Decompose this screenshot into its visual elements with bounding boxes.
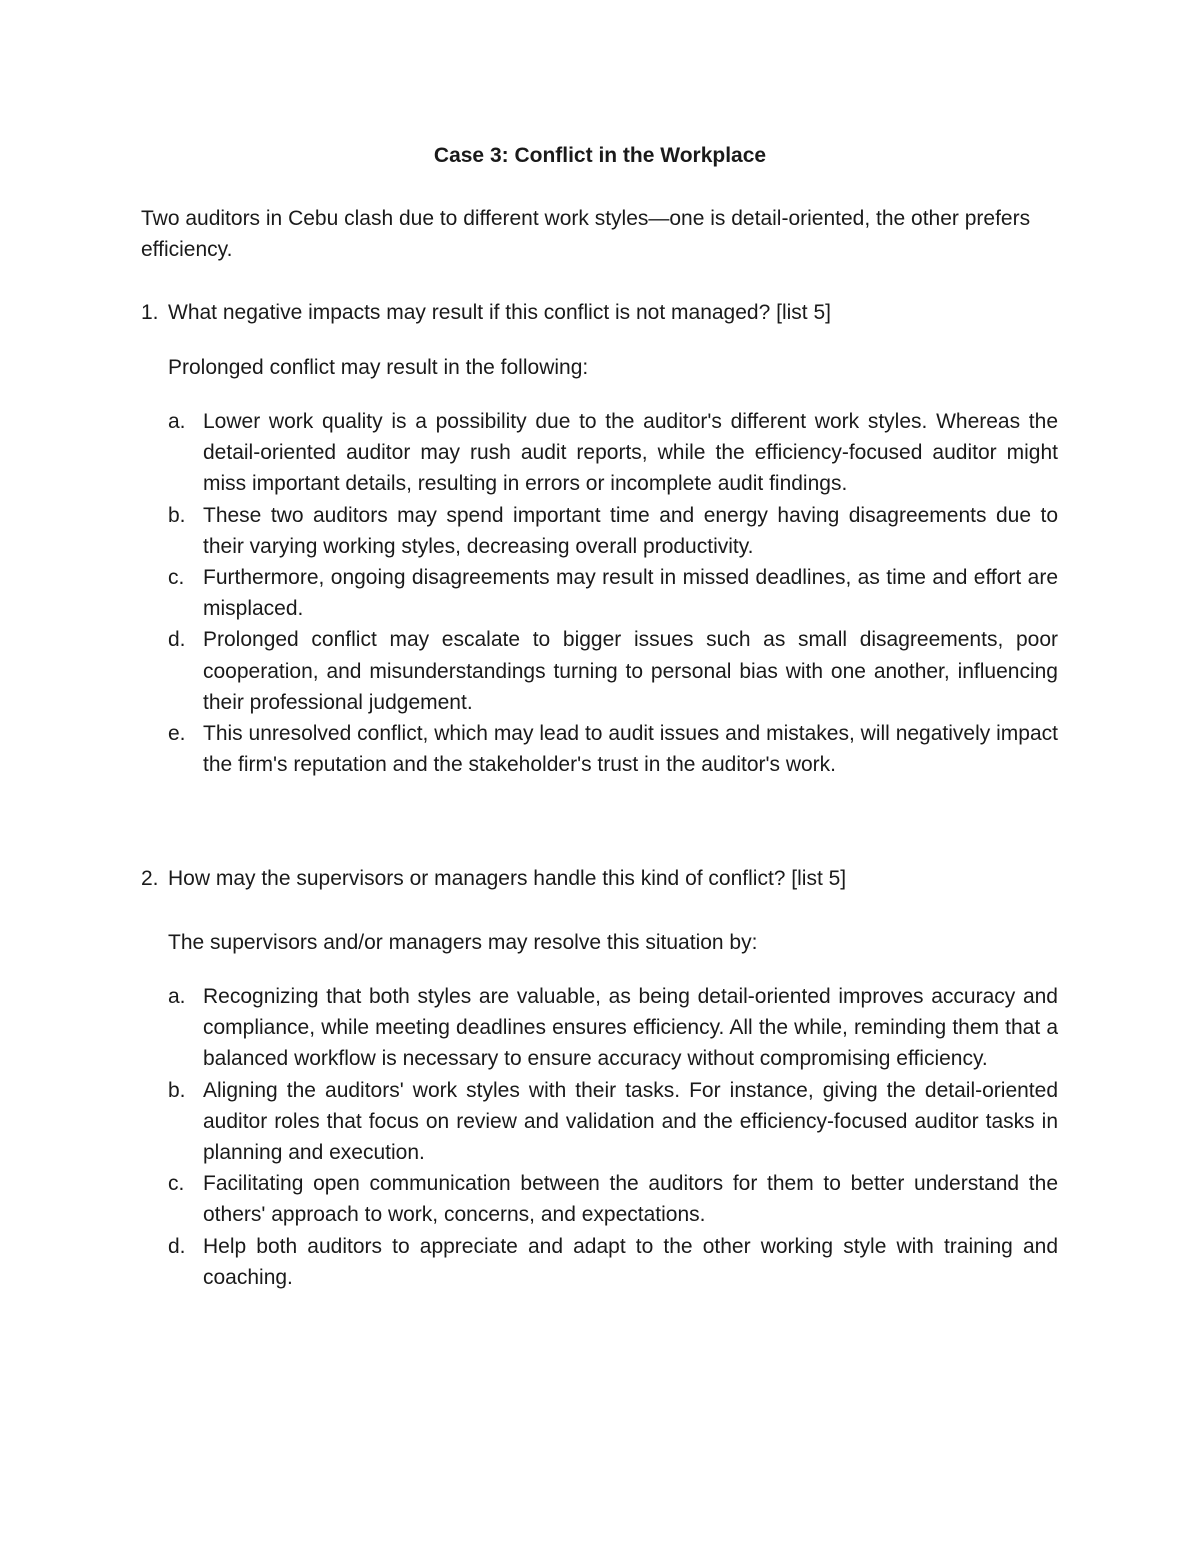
list-item-text: Recognizing that both styles are valuable, as being detail-oriented improves accuracy and compliance, while meeting deadlines ensures efficiency. All the while, reminding them that a balanced workflow is necessary to ensure accuracy without compromising efficiency. bbox=[203, 985, 1058, 1071]
case-intro: Two auditors in Cebu clash due to different work styles—one is detail-oriented, the other prefers efficiency. bbox=[141, 207, 1031, 261]
list-item-letter: b. bbox=[168, 1078, 186, 1102]
list-item bbox=[168, 624, 1058, 718]
list-item-text: These two auditors may spend important time and energy having disagreements due to their varying working styles, decreasing overall productivity. bbox=[203, 503, 1058, 558]
answer-list-2 bbox=[168, 981, 1058, 1293]
answer-lead-1: Prolonged conflict may result in the following: bbox=[168, 356, 589, 379]
list-item bbox=[168, 406, 1058, 500]
answer-list-1 bbox=[168, 406, 1058, 780]
list-item-letter: a. bbox=[168, 985, 186, 1008]
document-title: Case 3: Conflict in the Workplace bbox=[433, 144, 767, 167]
list-item-text: Lower work quality is a possibility due to the auditor's different work styles. Whereas the detail-oriented auditor may rush audit reports, while the efficiency-focused auditor might miss important details, resulting in errors or incomplete audit findings. bbox=[203, 410, 1058, 496]
question-text: How may the supervisors or managers handle this kind of conflict? [list 5] bbox=[168, 867, 847, 890]
list-item bbox=[168, 500, 1058, 562]
list-item-text: Help both auditors to appreciate and adapt to the other working style with training and coaching. bbox=[203, 1234, 1058, 1289]
list-item bbox=[168, 1231, 1058, 1293]
list-item bbox=[168, 1168, 1058, 1230]
list-item bbox=[168, 981, 1058, 1075]
question-2 bbox=[141, 863, 1058, 894]
list-item bbox=[168, 718, 1058, 780]
question-1 bbox=[141, 297, 1058, 328]
list-item-text: Furthermore, ongoing disagreements may result in missed deadlines, as time and effort are misplaced. bbox=[203, 566, 1058, 621]
answer-lead-2: The supervisors and/or managers may resolve this situation by: bbox=[168, 931, 758, 954]
list-item-letter: e. bbox=[168, 722, 186, 746]
question-text: What negative impacts may result if this conflict is not managed? [list 5] bbox=[168, 301, 831, 324]
list-item-text: Facilitating open communication between the auditors for them to better understand the others' approach to work, concerns, and expectations. bbox=[203, 1172, 1058, 1227]
list-item-letter: c. bbox=[168, 1172, 185, 1196]
list-item-text: Prolonged conflict may escalate to bigger issues such as small disagreements, poor cooperation, and misunderstandings turning to personal bias with one another, influencing their professional judgement. bbox=[203, 628, 1058, 714]
list-item-text: This unresolved conflict, which may lead to audit issues and mistakes, will negatively impact the firm's reputation and the stakeholder's trust in the auditor's work. bbox=[203, 722, 1058, 777]
list-item-letter: d. bbox=[168, 628, 186, 652]
question-number: 1. bbox=[141, 301, 159, 324]
list-item-letter: c. bbox=[168, 566, 185, 590]
list-item-text: Aligning the auditors' work styles with their tasks. For instance, giving the detail-oriented auditor roles that focus on review and validation and the efficiency-focused auditor tasks in planning and execution. bbox=[203, 1078, 1058, 1165]
list-item bbox=[168, 562, 1058, 624]
list-item-letter: a. bbox=[168, 410, 186, 433]
list-item-letter: d. bbox=[168, 1234, 186, 1258]
list-item bbox=[168, 1075, 1058, 1169]
question-number: 2. bbox=[141, 867, 159, 890]
list-item-letter: b. bbox=[168, 503, 186, 527]
